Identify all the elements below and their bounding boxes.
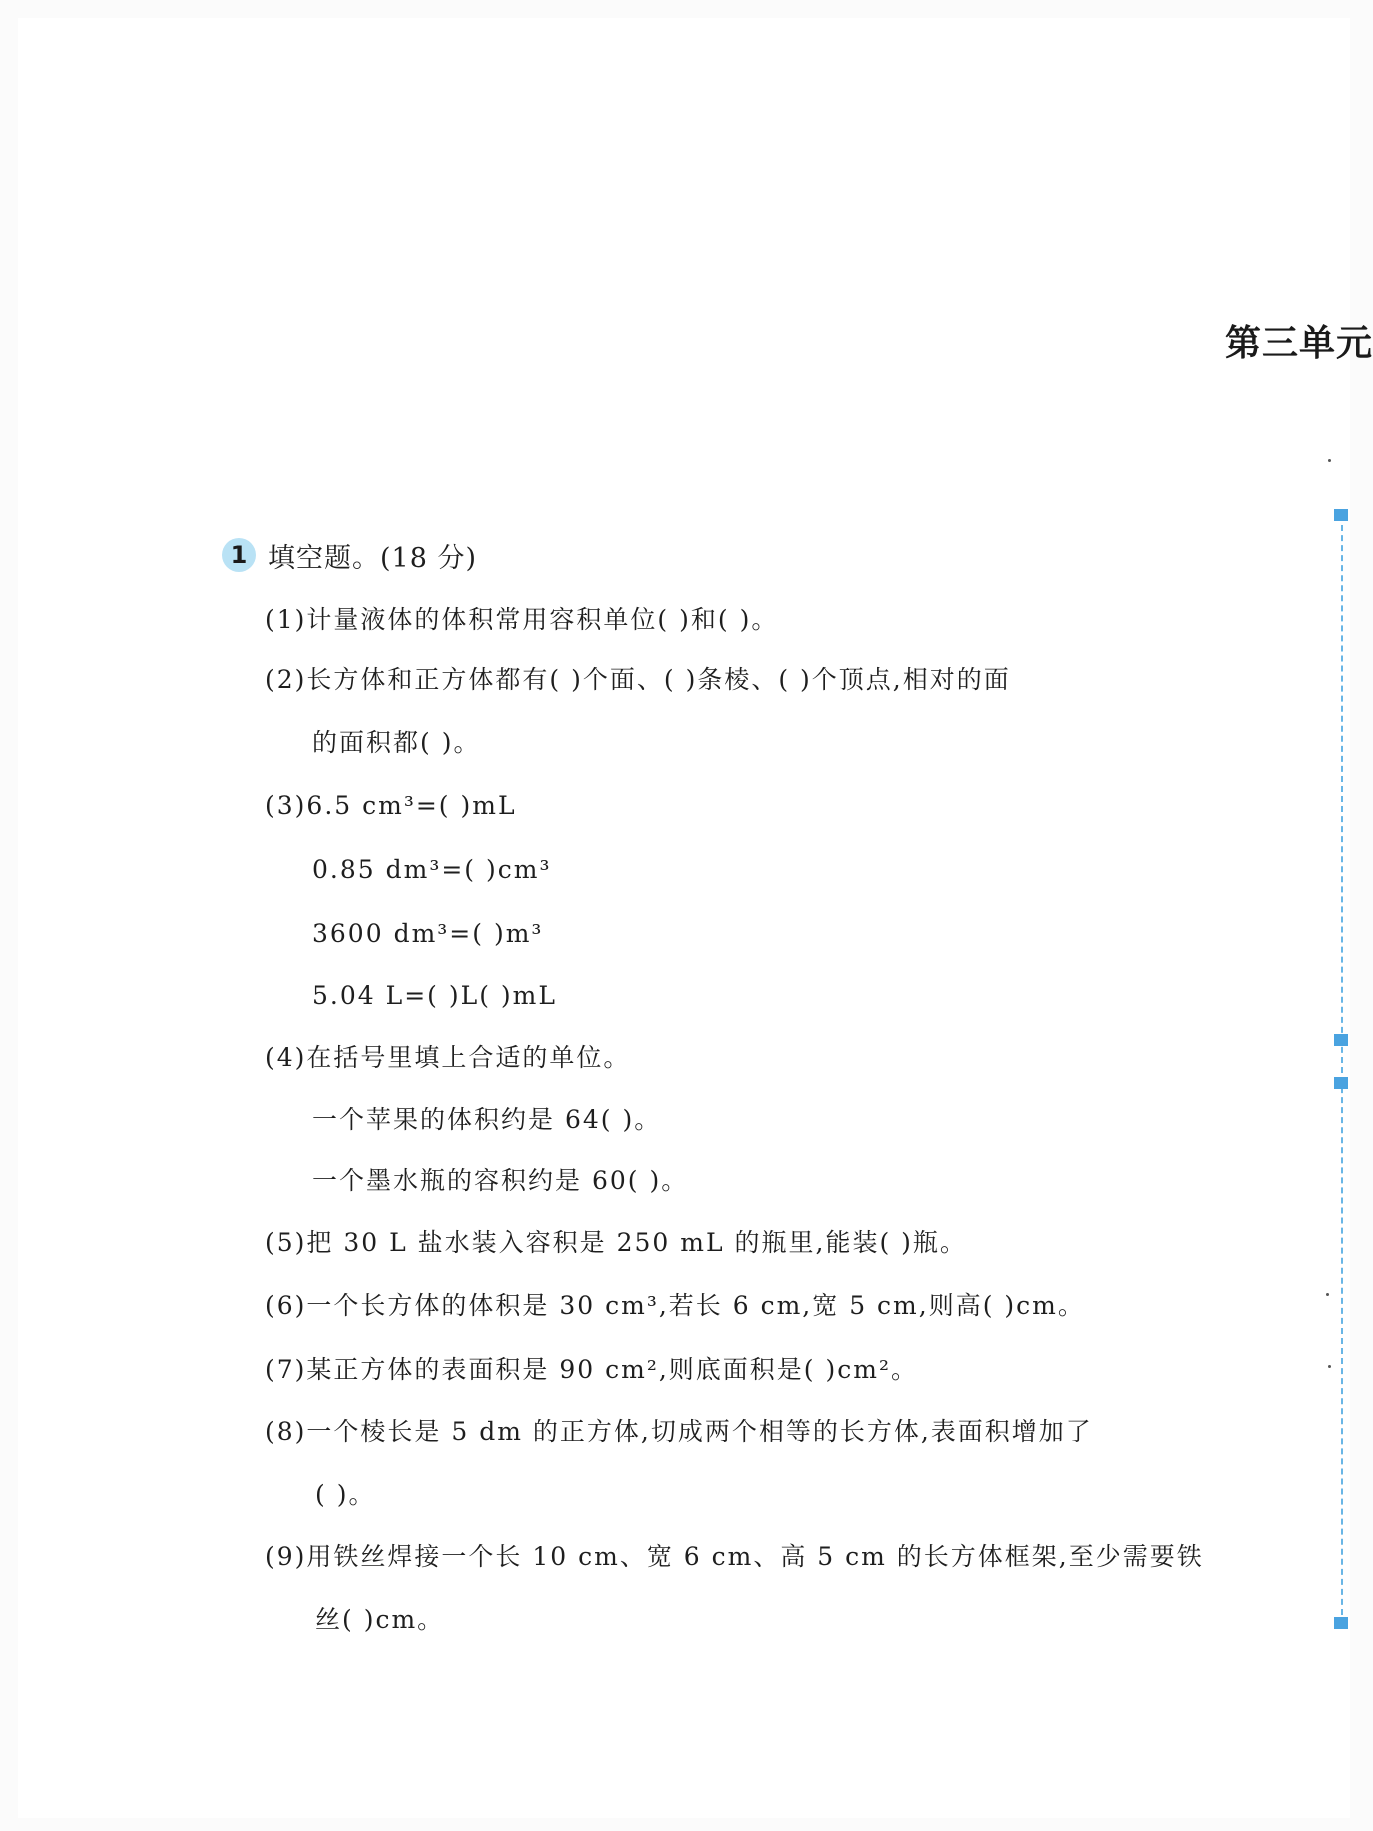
question-4-item-1: 一个苹果的体积约是 64( )。 bbox=[312, 1105, 662, 1134]
scan-speck bbox=[1326, 1293, 1329, 1296]
question-3-item-2: 0.85 dm³=( )cm³ bbox=[312, 855, 552, 884]
section-number-badge: 1 bbox=[222, 538, 256, 572]
question-2-continued: 的面积都( )。 bbox=[312, 728, 481, 757]
question-8-continued: ( )。 bbox=[315, 1480, 376, 1509]
question-3: (3)6.5 cm³=( )mL bbox=[265, 791, 517, 820]
question-3-item-4: 5.04 L=( )L( )mL bbox=[312, 981, 557, 1010]
section-header bbox=[222, 535, 477, 575]
question-4-item-2: 一个墨水瓶的容积约是 60( )。 bbox=[312, 1166, 689, 1195]
question-7: (7)某正方体的表面积是 90 cm²,则底面积是( )cm²。 bbox=[265, 1355, 918, 1384]
binding-mark bbox=[1334, 1617, 1348, 1629]
question-5: (5)把 30 L 盐水装入容积是 250 mL 的瓶里,能装( )瓶。 bbox=[265, 1228, 967, 1257]
section-title: 填空题。(18 分) bbox=[268, 542, 478, 574]
binding-dashed-line bbox=[1341, 515, 1343, 1625]
binding-mark bbox=[1334, 1077, 1348, 1089]
question-9: (9)用铁丝焊接一个长 10 cm、宽 6 cm、高 5 cm 的长方体框架,至少需要铁 bbox=[265, 1542, 1204, 1571]
binding-mark bbox=[1334, 1034, 1348, 1046]
question-2: (2)长方体和正方体都有( )个面、( )条棱、( )个顶点,相对的面 bbox=[265, 665, 1011, 694]
unit-title: 第三单元 bbox=[1225, 323, 1373, 364]
scan-speck bbox=[1328, 1365, 1331, 1368]
scan-speck bbox=[1328, 459, 1331, 462]
question-4: (4)在括号里填上合适的单位。 bbox=[265, 1043, 631, 1072]
question-1: (1)计量液体的体积常用容积单位( )和( )。 bbox=[265, 605, 779, 634]
question-3-item-3: 3600 dm³=( )m³ bbox=[312, 919, 544, 948]
question-9-continued: 丝( )cm。 bbox=[315, 1605, 445, 1634]
binding-mark bbox=[1334, 509, 1348, 521]
question-8: (8)一个棱长是 5 dm 的正方体,切成两个相等的长方体,表面积增加了 bbox=[265, 1417, 1093, 1446]
question-6: (6)一个长方体的体积是 30 cm³,若长 6 cm,宽 5 cm,则高( )cm。 bbox=[265, 1291, 1085, 1320]
